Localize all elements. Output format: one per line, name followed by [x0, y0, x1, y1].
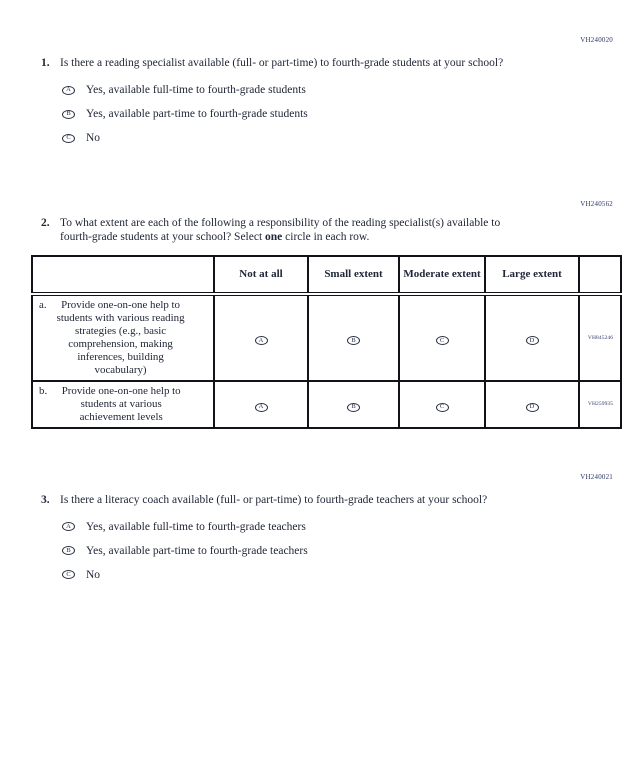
question-1-text: Is there a reading specialist available (full- or part-time) to fourth-grade students at your school?: [60, 57, 504, 69]
question-1: [41, 56, 644, 146]
question-3-options: [60, 519, 644, 582]
matrix-header-large-extent: Large extent: [485, 256, 579, 294]
question-1-options: [60, 83, 644, 146]
answer-bubble-b[interactable]: B: [347, 403, 360, 412]
answer-bubble-b[interactable]: B: [62, 546, 75, 555]
option-label: Yes, available full-time to fourth-grade students: [86, 84, 306, 96]
answer-bubble-d[interactable]: D: [526, 403, 539, 412]
question-3-text: Is there a literacy coach available (full- or part-time) to fourth-grade teachers at your school?: [60, 493, 488, 506]
option-row: [62, 543, 644, 558]
item-code-q1: VH240020: [580, 36, 613, 44]
matrix-row-a-label-cell: [32, 294, 214, 381]
option-label: No: [86, 568, 101, 581]
option-row: [62, 131, 644, 146]
question-2-text: [60, 216, 528, 245]
option-row: [62, 107, 644, 122]
item-code-q2: VH240562: [580, 199, 613, 208]
row-label: Provide one-on-one help to students at various achievement levels: [61, 384, 181, 423]
matrix-cell: [399, 381, 485, 428]
option-label: Yes, available full-time to fourth-grade teachers: [86, 520, 306, 533]
question-2: [41, 216, 644, 245]
matrix-cell: [308, 294, 399, 381]
answer-bubble-d[interactable]: D: [526, 336, 539, 345]
matrix-row-b: [32, 381, 621, 428]
matrix-header-moderate-extent: Moderate extent: [399, 256, 485, 294]
option-label: Yes, available part-time to fourth-grade teachers: [86, 544, 308, 557]
matrix-header-not-at-all: Not at all: [214, 256, 308, 294]
answer-bubble-a[interactable]: A: [255, 336, 268, 345]
matrix-row-a: [32, 294, 621, 381]
option-label: Yes, available part-time to fourth-grade students: [86, 108, 308, 120]
question-1-number: 1.: [41, 57, 50, 69]
answer-bubble-c[interactable]: C: [62, 570, 75, 579]
option-label: No: [86, 132, 101, 144]
row-letter: b.: [39, 384, 48, 397]
row-letter: a.: [39, 298, 47, 311]
matrix-header-blank: [32, 256, 214, 294]
option-row: [62, 519, 644, 534]
responsibility-matrix-table: [31, 255, 622, 429]
answer-bubble-c[interactable]: C: [62, 134, 75, 143]
matrix-header-code-blank: [579, 256, 621, 294]
matrix-cell: [308, 381, 399, 428]
question-3: [41, 493, 644, 583]
answer-bubble-a[interactable]: A: [62, 522, 75, 531]
matrix-cell: [214, 381, 308, 428]
answer-bubble-a[interactable]: A: [62, 86, 75, 95]
option-row: [62, 83, 644, 98]
option-row: [62, 567, 644, 582]
item-code-row-a: VH845246: [579, 294, 621, 381]
item-code-row-b: VH259935: [579, 381, 621, 428]
question-2-text-start: To what extent are each of the following a responsibility of the reading specialist(s) available to fourth-grade students at your school? Select: [60, 216, 501, 243]
matrix-row-b-label-cell: [32, 381, 214, 428]
row-label: Provide one-on-one help to students with various reading strategies (e.g., basic comprehension, making inferences, building vocabulary): [56, 298, 185, 376]
matrix-cell: [485, 294, 579, 381]
answer-bubble-a[interactable]: A: [255, 403, 268, 412]
question-2-bold-word: one: [265, 231, 283, 243]
matrix-header-row: [32, 256, 621, 294]
matrix-cell: [485, 381, 579, 428]
matrix-header-small-extent: Small extent: [308, 256, 399, 294]
item-code-q3: VH240021: [580, 472, 613, 481]
question-3-number: 3.: [41, 493, 50, 506]
question-2-text-end: circle in each row.: [282, 231, 370, 243]
matrix-cell: [399, 294, 485, 381]
answer-bubble-c[interactable]: C: [436, 336, 449, 345]
answer-bubble-b[interactable]: B: [347, 336, 360, 345]
matrix-cell: [214, 294, 308, 381]
question-2-number: 2.: [41, 216, 50, 229]
answer-bubble-b[interactable]: B: [62, 110, 75, 119]
answer-bubble-c[interactable]: C: [436, 403, 449, 412]
